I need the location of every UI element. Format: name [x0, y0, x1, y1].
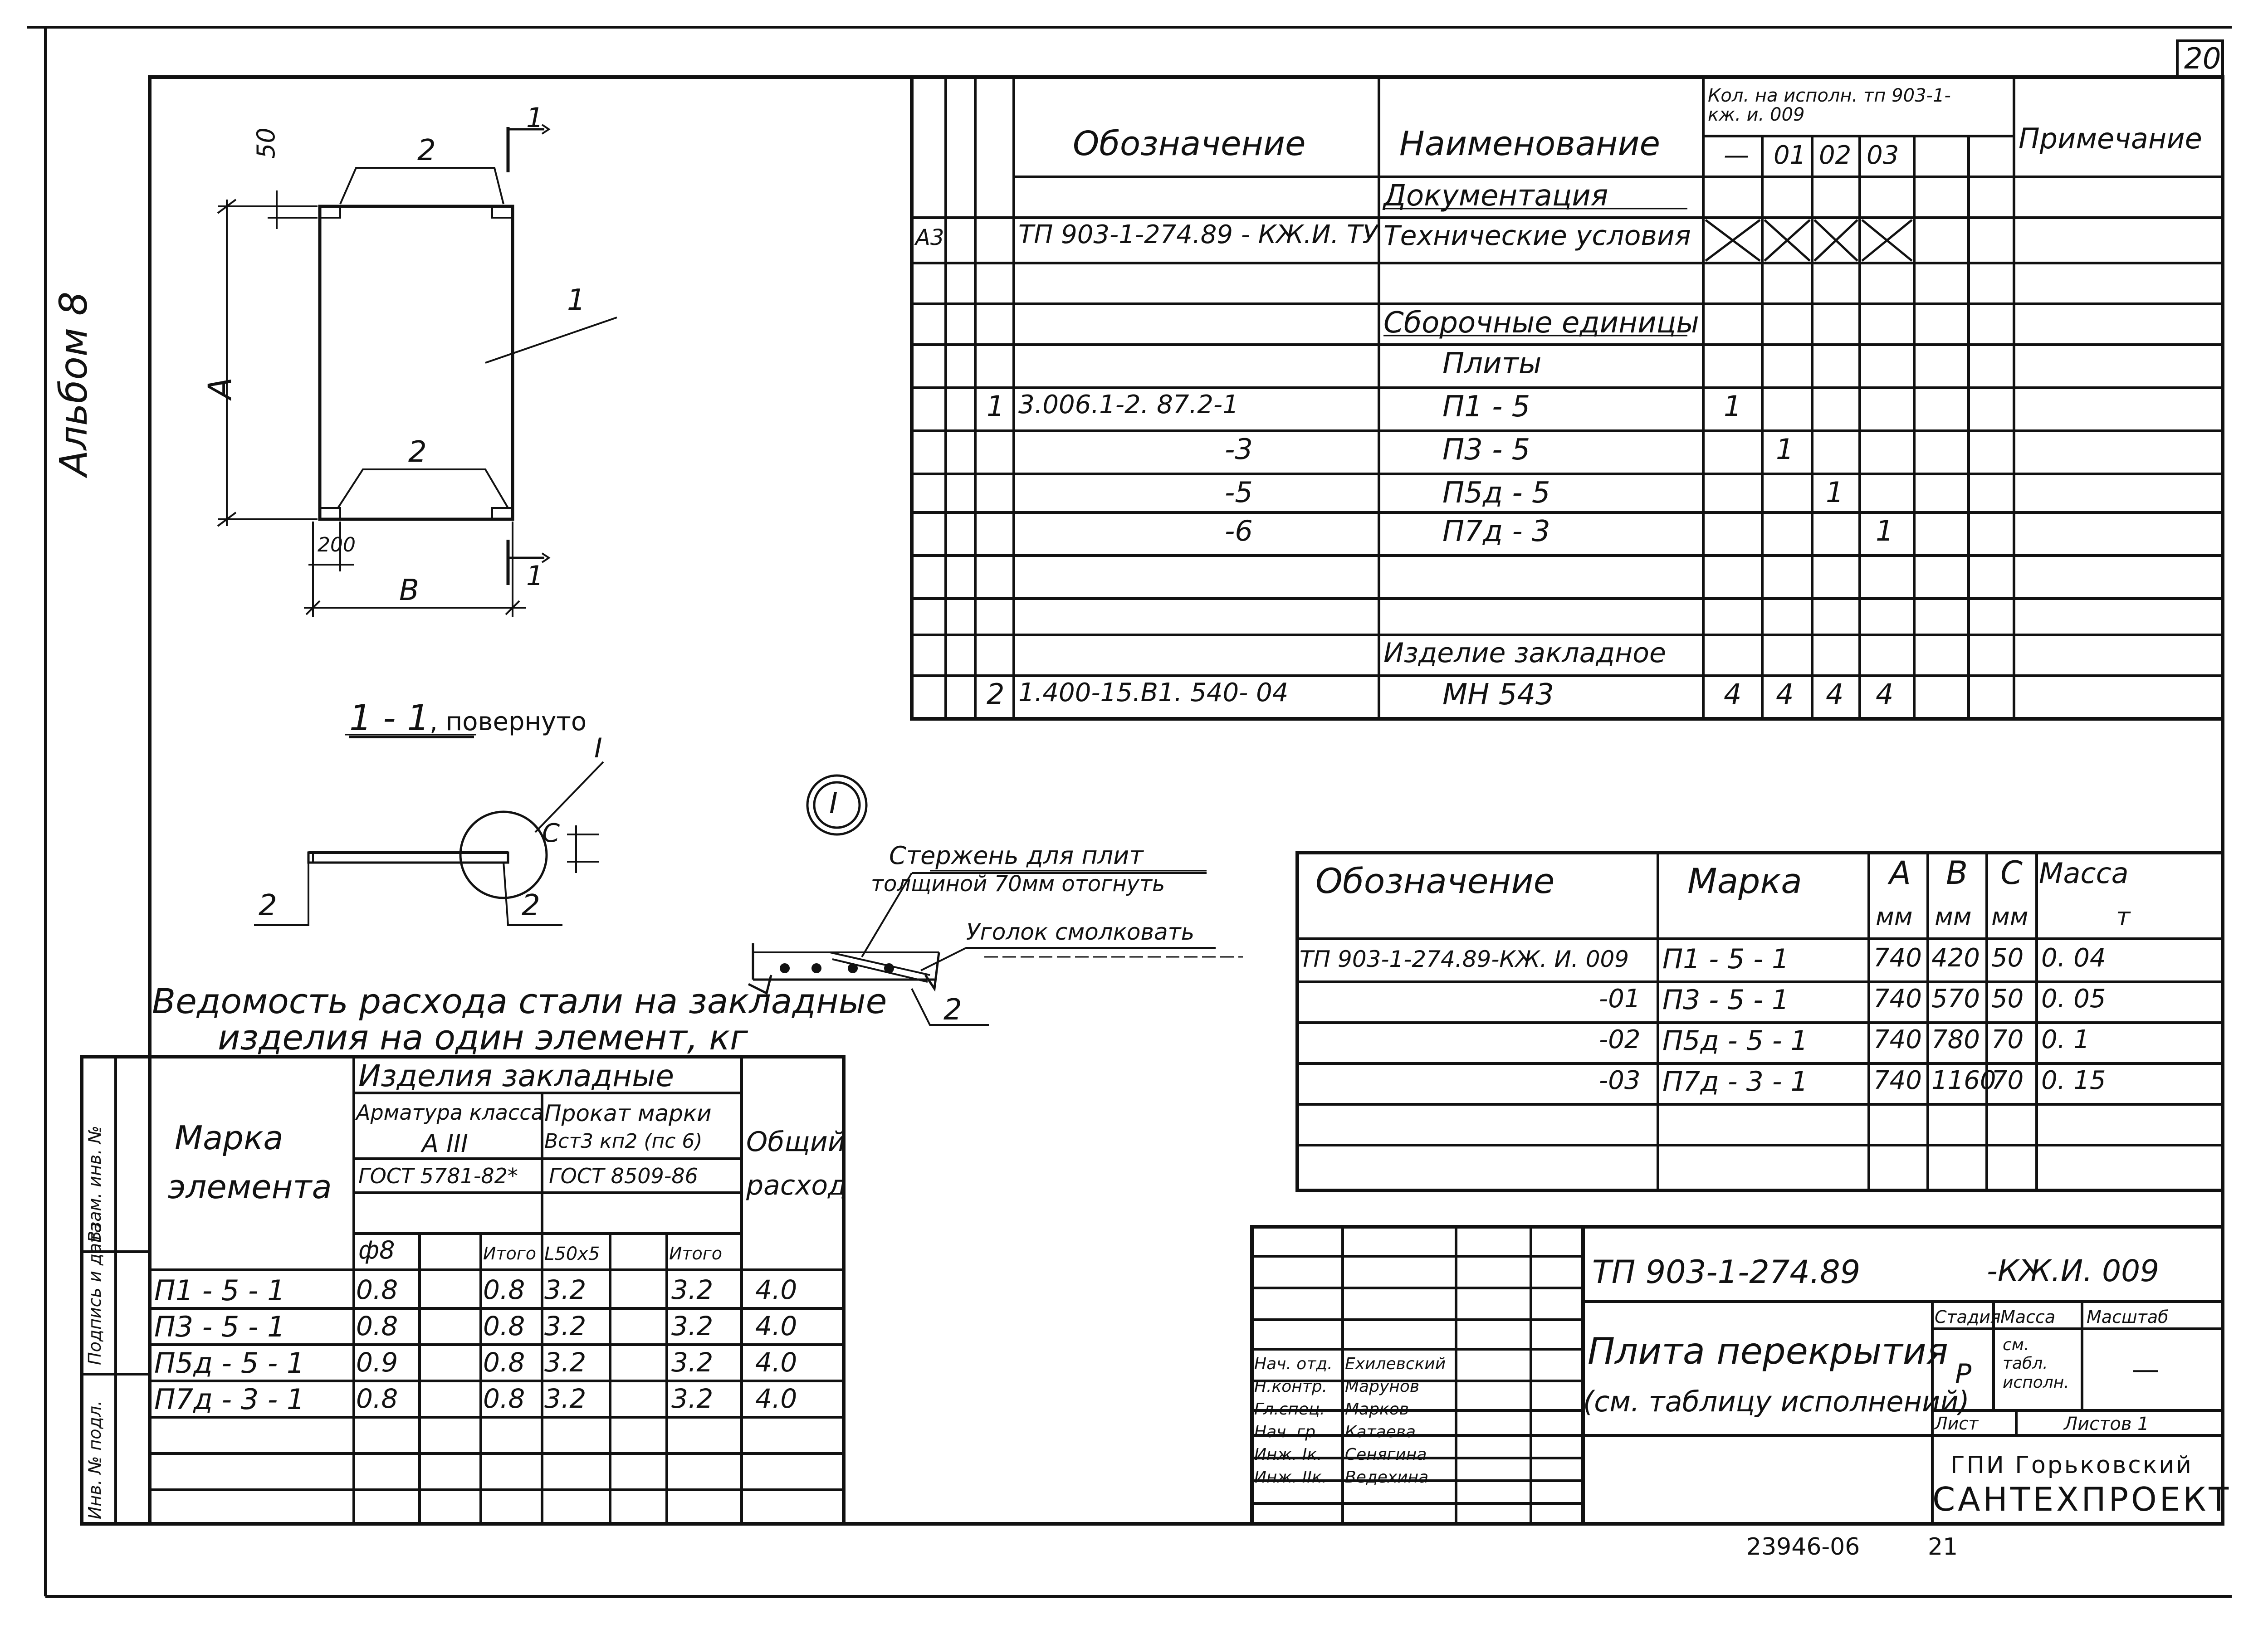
spec-row-name: Документация — [1383, 179, 1608, 213]
spec-row-position: 1 — [987, 390, 1005, 423]
spec-row-qty: 1 — [1876, 514, 1894, 547]
variants-row-mass: 0. 04 — [2041, 943, 2106, 973]
spec-row-name: Сборочные единицы — [1383, 306, 1699, 340]
steel-row-itogo1: 0.8 — [483, 1347, 525, 1378]
spec-row-name: Изделие закладное — [1383, 637, 1666, 669]
callout-2-bottom: 2 — [408, 435, 427, 469]
spec-row-qty: 1 — [1826, 476, 1844, 509]
steel-row-itogo2: 3.2 — [671, 1311, 714, 1341]
title-line1: Плита перекрытия — [1588, 1330, 1948, 1372]
variants-row-mark: П7д - 3 - 1 — [1662, 1066, 1808, 1097]
steel-row-mark: П3 - 5 - 1 — [154, 1310, 285, 1343]
spec-row-name: МН 543 — [1442, 678, 1554, 712]
variants-header-a: А — [1889, 854, 1911, 892]
signer-name: Ведехина — [1345, 1468, 1429, 1487]
section-title — [349, 698, 587, 739]
signer-role: Нач. гр. — [1254, 1423, 1321, 1441]
spec-header-designation: Обозначение — [1073, 124, 1306, 163]
variants-row-designation: -01 — [1599, 984, 1641, 1014]
signer-role: Нач. отд. — [1254, 1355, 1333, 1373]
steel-header-total-1: Общий — [746, 1126, 846, 1158]
note-rod-line1: Стержень для плит — [889, 841, 1144, 870]
spec-qty-col-0: — — [1724, 141, 1749, 170]
spec-row-name: П5д - 5 — [1442, 476, 1550, 510]
steel-header-l50: L50x5 — [544, 1244, 600, 1264]
spec-header-qty-title: Кол. на исполн. тп 903-1- кж. и. 009 — [1708, 85, 1951, 125]
spec-row-name: П3 - 5 — [1442, 433, 1530, 467]
spec-row-designation: 3.006.1-2. 87.2-1 — [1018, 390, 1239, 419]
steel-row-mark: П7д - 3 - 1 — [154, 1383, 305, 1416]
title-org-line2: САНТЕХПРОЕКТ — [1932, 1480, 2232, 1518]
steel-row-total: 4.0 — [755, 1383, 797, 1414]
steel-header-total-2: расход — [746, 1170, 847, 1201]
steel-header-d8: ф8 — [358, 1236, 395, 1264]
variants-row-mark: П5д - 5 - 1 — [1662, 1025, 1808, 1057]
roman-i-label: I — [594, 732, 602, 764]
steel-row-l50: 3.2 — [544, 1347, 587, 1378]
spec-row-qty: 4 — [1826, 678, 1844, 711]
steel-title-line1: Ведомость расхода стали на закладные — [152, 981, 887, 1021]
steel-row-l50: 3.2 — [544, 1274, 587, 1305]
title-stage-value: Р — [1955, 1358, 1972, 1390]
steel-row-l50: 3.2 — [544, 1383, 587, 1414]
steel-row-d8: 0.8 — [356, 1311, 398, 1341]
spec-row-name: Технические условия — [1383, 220, 1691, 252]
spec-header-name: Наименование — [1399, 124, 1661, 163]
title-scale-value: — — [2132, 1354, 2159, 1385]
steel-row-itogo2: 3.2 — [671, 1383, 714, 1414]
variants-row-a: 740 — [1873, 1025, 1922, 1054]
signer-name: Марунов — [1345, 1377, 1420, 1396]
sheet-number: 20 — [2184, 42, 2221, 76]
steel-header-rebar: Арматура класса — [356, 1100, 544, 1125]
side-stamp-inv: Инв. № подл. — [85, 1400, 105, 1519]
footer-number: 23946-06 — [1746, 1533, 1860, 1561]
section-mark-bottom: 1 — [526, 560, 544, 592]
variants-header-designation: Обозначение — [1315, 861, 1555, 901]
side-stamp-signature: Подпись и дата — [85, 1222, 105, 1365]
spec-row-name: П7д - 3 — [1442, 515, 1550, 548]
signer-name: Марков — [1345, 1400, 1409, 1419]
spec-row-name: Плиты — [1442, 347, 1542, 380]
variants-row-b: 1160 — [1931, 1066, 1996, 1095]
spec-row-designation: ТП 903-1-274.89 - КЖ.И. ТУ — [1018, 220, 1378, 249]
signer-name: Ехилевский — [1345, 1355, 1446, 1373]
variants-row-mark: П3 - 5 - 1 — [1662, 984, 1789, 1016]
steel-row-total: 4.0 — [755, 1347, 797, 1378]
steel-header-rolled: Прокат марки — [544, 1100, 712, 1127]
note-rod-line2: толщиной 70мм отогнуть — [871, 871, 1165, 897]
variants-row-designation: ТП 903-1-274.89-КЖ. И. 009 — [1300, 946, 1629, 972]
variants-row-c: 70 — [1991, 1025, 2024, 1054]
variants-row-mass: 0. 15 — [2041, 1066, 2106, 1095]
steel-row-l50: 3.2 — [544, 1311, 587, 1341]
side-stamp-replace: Взам. инв. № — [85, 1125, 105, 1243]
title-mass-value: см. табл. исполн. — [2003, 1336, 2069, 1392]
spec-row-designation: -3 — [1225, 433, 1253, 466]
signer-role: Инж. Iк. — [1254, 1445, 1322, 1464]
spec-row-qty: 4 — [1876, 678, 1894, 711]
spec-row-designation: 1.400-15.В1. 540- 04 — [1018, 678, 1289, 707]
dim-50: 50 — [252, 127, 280, 159]
section-title-number: 1 - 1 — [349, 698, 430, 739]
spec-row-qty: 4 — [1724, 678, 1742, 711]
variants-header-c: С — [2000, 854, 2023, 892]
footer-page: 21 — [1928, 1533, 1958, 1561]
album-label: Альбом 8 — [51, 291, 96, 476]
signer-name: Сенягина — [1345, 1445, 1427, 1464]
steel-row-d8: 0.8 — [356, 1274, 398, 1305]
title-line2: (см. таблицу исполнений) — [1583, 1385, 1970, 1418]
title-sheets-label: Листов 1 — [2064, 1414, 2149, 1434]
variants-row-c: 50 — [1991, 984, 2024, 1014]
spec-row-qty: 1 — [1724, 390, 1742, 423]
spec-qty-col-1: 01 — [1774, 141, 1806, 170]
steel-header-rebar-class: А III — [422, 1129, 468, 1158]
title-code: ТП 903-1-274.89 — [1592, 1254, 1861, 1291]
steel-row-itogo1: 0.8 — [483, 1274, 525, 1305]
variants-row-mark: П1 - 5 - 1 — [1662, 943, 1789, 975]
steel-row-mark: П1 - 5 - 1 — [154, 1274, 285, 1307]
variants-row-c: 50 — [1991, 943, 2024, 973]
spec-qty-col-3: 03 — [1867, 141, 1899, 170]
dim-200: 200 — [318, 533, 356, 556]
variants-header-mark: Марка — [1687, 861, 1802, 901]
title-code-suffix: -КЖ.И. 009 — [1987, 1254, 2160, 1288]
steel-row-total: 4.0 — [755, 1274, 797, 1305]
title-stage-label: Стадия — [1935, 1307, 2001, 1327]
section-mark-top: 1 — [526, 102, 544, 134]
steel-header-itogo-2: Итого — [669, 1244, 723, 1263]
spec-row-position: 2 — [987, 678, 1005, 711]
variants-row-b: 780 — [1931, 1025, 1980, 1054]
callout-1: 1 — [567, 283, 586, 317]
signer-role: Гл.спец. — [1254, 1400, 1325, 1419]
dim-a: А — [201, 377, 239, 399]
steel-header-itogo-1: Итого — [483, 1244, 537, 1263]
steel-header-mark-2: элемента — [168, 1168, 332, 1206]
spec-header-note: Примечание — [2019, 122, 2202, 155]
signer-role: Инж. IIк. — [1254, 1468, 1327, 1487]
section-title-suffix: , повернуто — [430, 707, 587, 737]
steel-row-itogo2: 3.2 — [671, 1274, 714, 1305]
title-org-line1: ГПИ Горьковский — [1950, 1452, 2193, 1479]
steel-title-line2: изделия на один элемент, кг — [218, 1017, 748, 1058]
variants-header-b: В — [1946, 854, 1968, 892]
steel-header-items: Изделия закладные — [358, 1058, 674, 1093]
variants-unit-c: мм — [1991, 902, 2028, 931]
variants-row-c: 70 — [1991, 1066, 2024, 1095]
variants-row-b: 420 — [1931, 943, 1980, 973]
label-2-detail: 2 — [943, 993, 962, 1027]
note-angle: Уголок смолковать — [966, 919, 1195, 945]
variants-row-b: 570 — [1931, 984, 1980, 1014]
variants-row-mass: 0. 05 — [2041, 984, 2106, 1014]
signer-name: Катаева — [1345, 1423, 1416, 1441]
variants-header-mass: Масса — [2039, 857, 2129, 890]
steel-row-d8: 0.8 — [356, 1383, 398, 1414]
steel-row-itogo1: 0.8 — [483, 1383, 525, 1414]
spec-row-format: А3 — [915, 225, 944, 250]
spec-row-qty: 4 — [1776, 678, 1794, 711]
signer-role: Н.контр. — [1254, 1377, 1328, 1396]
steel-row-mark: П5д - 5 - 1 — [154, 1346, 305, 1380]
variants-row-a: 740 — [1873, 943, 1922, 973]
spec-row-name: П1 - 5 — [1442, 390, 1530, 424]
steel-header-mark-1: Марка — [175, 1119, 284, 1157]
steel-header-rolled-gost: ГОСТ 8509-86 — [549, 1164, 698, 1188]
variants-row-a: 740 — [1873, 984, 1922, 1014]
variants-row-a: 740 — [1873, 1066, 1922, 1095]
detail-circle-label: I — [829, 787, 838, 820]
spec-row-designation: -5 — [1225, 476, 1253, 509]
variants-row-mass: 0. 1 — [2041, 1025, 2090, 1054]
steel-row-total: 4.0 — [755, 1311, 797, 1341]
dim-c: С — [542, 819, 560, 848]
label-2-right: 2 — [522, 889, 540, 922]
title-mass-label: Масса — [2000, 1307, 2056, 1327]
steel-header-mark — [168, 1113, 332, 1211]
steel-header-rebar-gost: ГОСТ 5781-82* — [358, 1164, 518, 1188]
variants-unit-mass: т — [2116, 902, 2131, 931]
variants-row-designation: -03 — [1599, 1066, 1641, 1095]
steel-row-d8: 0.9 — [356, 1347, 398, 1378]
title-sheet-label: Лист — [1935, 1414, 1979, 1434]
variants-unit-a: мм — [1876, 902, 1913, 931]
steel-header-total — [746, 1120, 847, 1207]
dim-b: В — [399, 574, 419, 607]
variants-row-designation: -02 — [1599, 1025, 1641, 1054]
steel-row-itogo1: 0.8 — [483, 1311, 525, 1341]
title-scale-label: Масштаб — [2087, 1307, 2169, 1327]
steel-row-itogo2: 3.2 — [671, 1347, 714, 1378]
steel-header-rolled-grade: Вст3 кп2 (пс 6) — [544, 1130, 703, 1153]
label-2-left: 2 — [259, 889, 277, 922]
spec-row-designation: -6 — [1225, 514, 1253, 547]
spec-row-qty: 1 — [1776, 433, 1794, 466]
callout-2-top: 2 — [417, 134, 436, 167]
variants-unit-b: мм — [1935, 902, 1972, 931]
spec-qty-col-2: 02 — [1819, 141, 1852, 170]
